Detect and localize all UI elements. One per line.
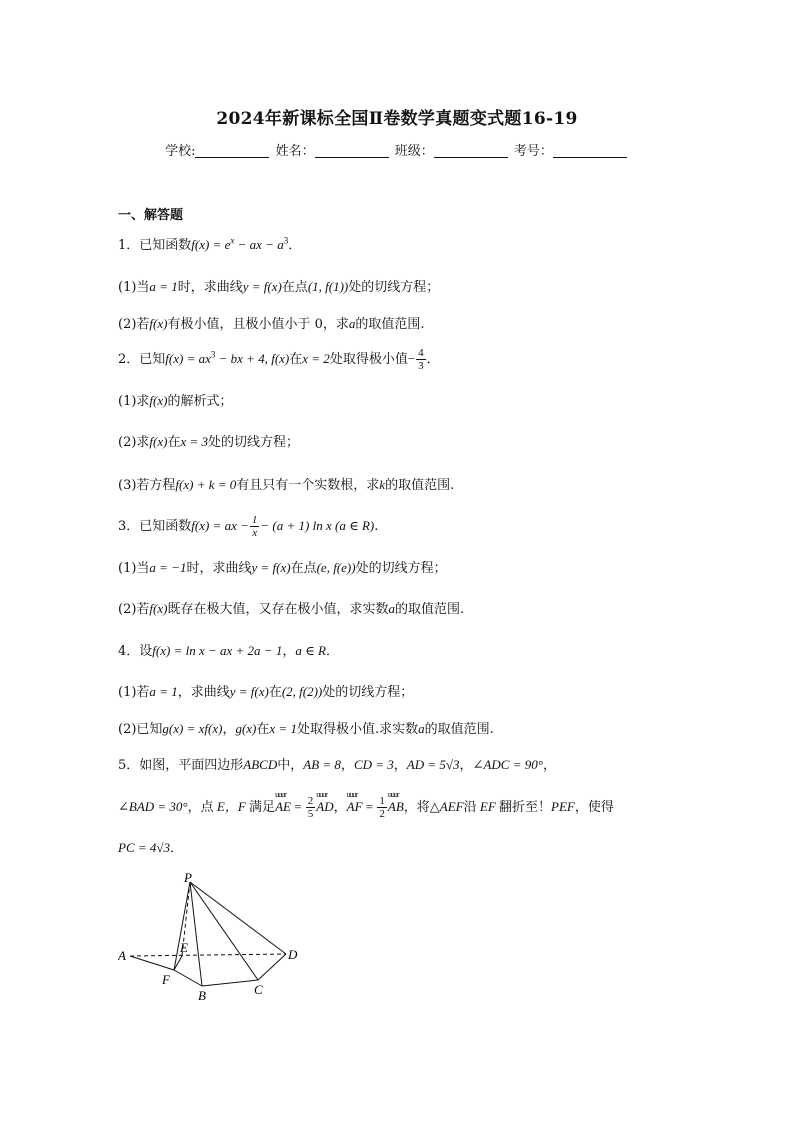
question-5-stem-line-3: PC = 4√3． bbox=[118, 840, 184, 856]
fraction-two-fifths: $\frac{2}{5}$ bbox=[307, 795, 314, 820]
edge-P-C bbox=[190, 882, 258, 980]
label-A: A bbox=[118, 948, 126, 963]
label-D: D bbox=[288, 947, 298, 962]
name-blank[interactable] bbox=[315, 144, 389, 158]
school-blank[interactable] bbox=[195, 144, 269, 158]
question-1-stem: 1．已知函数$f(x) = e^x$ − ax − $a^3$． bbox=[118, 235, 302, 253]
fraction-four-thirds: $\frac{4}{3}$ bbox=[418, 347, 424, 372]
label-P: P bbox=[184, 870, 192, 885]
exam-number-label: 考号： bbox=[513, 144, 553, 159]
question-4-part-1: (1)若a = 1，求曲线y = f(x)在(2, f(2))处的切线方程； bbox=[118, 684, 414, 700]
name-label: 姓名： bbox=[275, 144, 315, 159]
question-2-part-2: (2)求f(x)在x = 3处的切线方程； bbox=[118, 434, 300, 450]
question-2-stem: 2．已知$f(x) = ax^3$ − bx + 4, f(x)在x = 2处取得极小值− $\frac{4}{3}$ ． bbox=[118, 347, 440, 372]
school-label: 学校: bbox=[165, 144, 196, 159]
fraction-one-over-x: $\frac{1}{x}$ bbox=[251, 514, 258, 539]
class-label: 班级： bbox=[394, 144, 434, 159]
student-info-row bbox=[0, 140, 794, 159]
question-2-part-3: (3)若方程f(x) + k = 0有且只有一个实数根，求k的取值范围. bbox=[118, 477, 455, 493]
question-3-part-2: (2)若f(x)既存在极大值，又存在极小值，求实数a的取值范围. bbox=[118, 601, 465, 617]
question-2-part-1: (1)求f(x)的解析式； bbox=[118, 393, 233, 409]
label-F: F bbox=[162, 972, 170, 987]
edge-P-B bbox=[190, 882, 202, 986]
edge-A-F bbox=[130, 956, 174, 970]
question-1-part-1: (1)当a = 1时，求曲线y = f(x)在点(1, f(1))处的切线方程； bbox=[118, 279, 440, 295]
geometry-figure bbox=[118, 870, 318, 1010]
edge-C-D bbox=[258, 954, 286, 980]
edge-P-D bbox=[190, 882, 286, 954]
edge-F-B bbox=[174, 970, 202, 986]
question-4-part-2: (2)已知g(x) = xf(x)，g(x)在x = 1处取得极小值.求实数a的取值范围. bbox=[118, 721, 494, 737]
question-1-part-2: (2)若f(x)有极小值，且极小值小于 0，求a的取值范围. bbox=[118, 316, 425, 332]
question-3-stem: 3．已知函数f(x) = ax − $\frac{1}{x}$ − (a + 1) ln x (a ∈ R). bbox=[118, 514, 379, 539]
label-E: E bbox=[180, 940, 188, 955]
class-blank[interactable] bbox=[434, 144, 508, 158]
question-3-part-1: (1)当a = −1时，求曲线y = f(x)在点(e, f(e))处的切线方程； bbox=[118, 560, 447, 576]
label-C: C bbox=[254, 982, 263, 997]
question-4-stem: 4．设f(x) = ln x − ax + 2a − 1，a ∈ R． bbox=[118, 643, 339, 659]
exam-number-blank[interactable] bbox=[553, 144, 627, 158]
question-5-stem-line-2: ∠BAD = 30°，点 E，F 满足uuur AE = $\frac{2}{5}$ uuur AD，uuur AF = $\frac{1}{2}$ uuur AB，将△AEF沿 EF 翻折至！PEF，使得 bbox=[118, 795, 614, 820]
edge-B-C bbox=[202, 980, 258, 986]
page-title: 2024年新课标全国Ⅱ卷数学真题变式题16-19 bbox=[216, 109, 578, 129]
fraction-one-half: $\frac{1}{2}$ bbox=[379, 795, 385, 820]
edge-A-D-dashed bbox=[130, 954, 286, 956]
label-B: B bbox=[198, 988, 206, 1003]
question-5-stem: 5．如图，平面四边形ABCD中，AB = 8，CD = 3，AD = 5√3，∠ADC = 90°， bbox=[118, 757, 556, 773]
section-heading: 一、解答题 bbox=[118, 208, 184, 223]
